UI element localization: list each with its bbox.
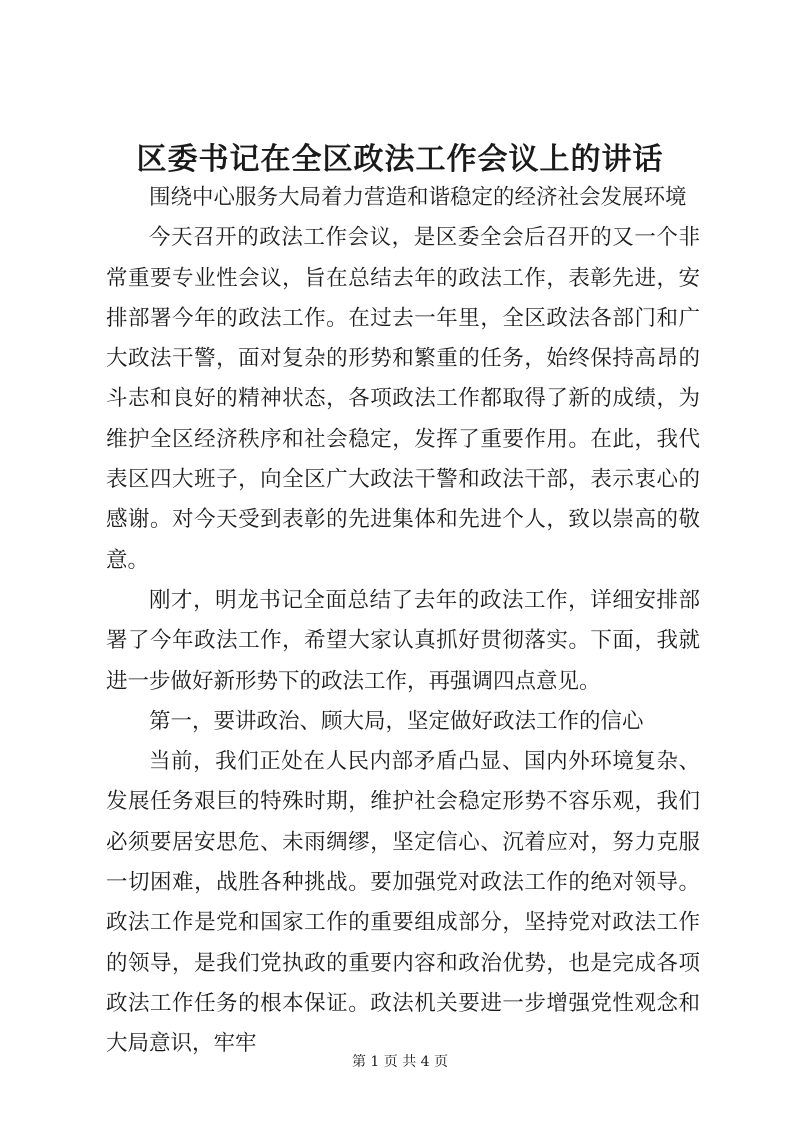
subtitle-paragraph: 围绕中心服务大局着力营造和谐稳定的经济社会发展环境 — [149, 185, 687, 210]
page-total: 共 4 页 — [402, 1054, 449, 1070]
page-number: 第 1 页 — [351, 1054, 398, 1070]
body-paragraph: 今天召开的政法工作会议，是区委全会后召开的又一个非常重要专业性会议，旨在总结去年的政法工作，表彰先进，安排部署今年的政法工作。在过去一年里，全区政法各部门和广大政法干警，面对复杂的形势和繁重的任务，始终保持高昂的斗志和良好的精神状态，各项政法工作都取得了新的成绩，为维护全区经济秩序和社会稳定，发挥了重要作用。在此，我代表区四大班子，向全区广大政法干警和政法干部，表示衷心的感谢。对今天受到表彰的先进集体和先进个人，致以崇高的敬意。 — [106, 225, 700, 573]
document-body — [106, 178, 700, 1065]
page-footer — [0, 1052, 800, 1072]
page-title: 区委书记在全区政法工作会议上的讲话 — [136, 142, 664, 177]
body-paragraph: 当前，我们正处在人民内部矛盾凸显、国内外环境复杂、发展任务艰巨的特殊时期，维护社会稳定形势不容乐观，我们必须要居安思危、未雨绸缪，坚定信心、沉着应对，努力克服一切困难，战胜各种挑战。要加强党对政法工作的绝对领导。政法工作是党和国家工作的重要组成部分，坚持党对政法工作的领导，是我们党执政的重要内容和政治优势，也是完成各项政法工作任务的根本保证。政法机关要进一步增强党性观念和大局意识，牢牢 — [106, 749, 700, 1057]
body-paragraph: 刚才，明龙书记全面总结了去年的政法工作，详细安排部署了今年政法工作，希望大家认真抓好贯彻落实。下面，我就进一步做好新形势下的政法工作，再强调四点意见。 — [106, 587, 700, 694]
section-heading: 第一，要讲政治、顾大局，坚定做好政法工作的信心 — [149, 708, 644, 734]
